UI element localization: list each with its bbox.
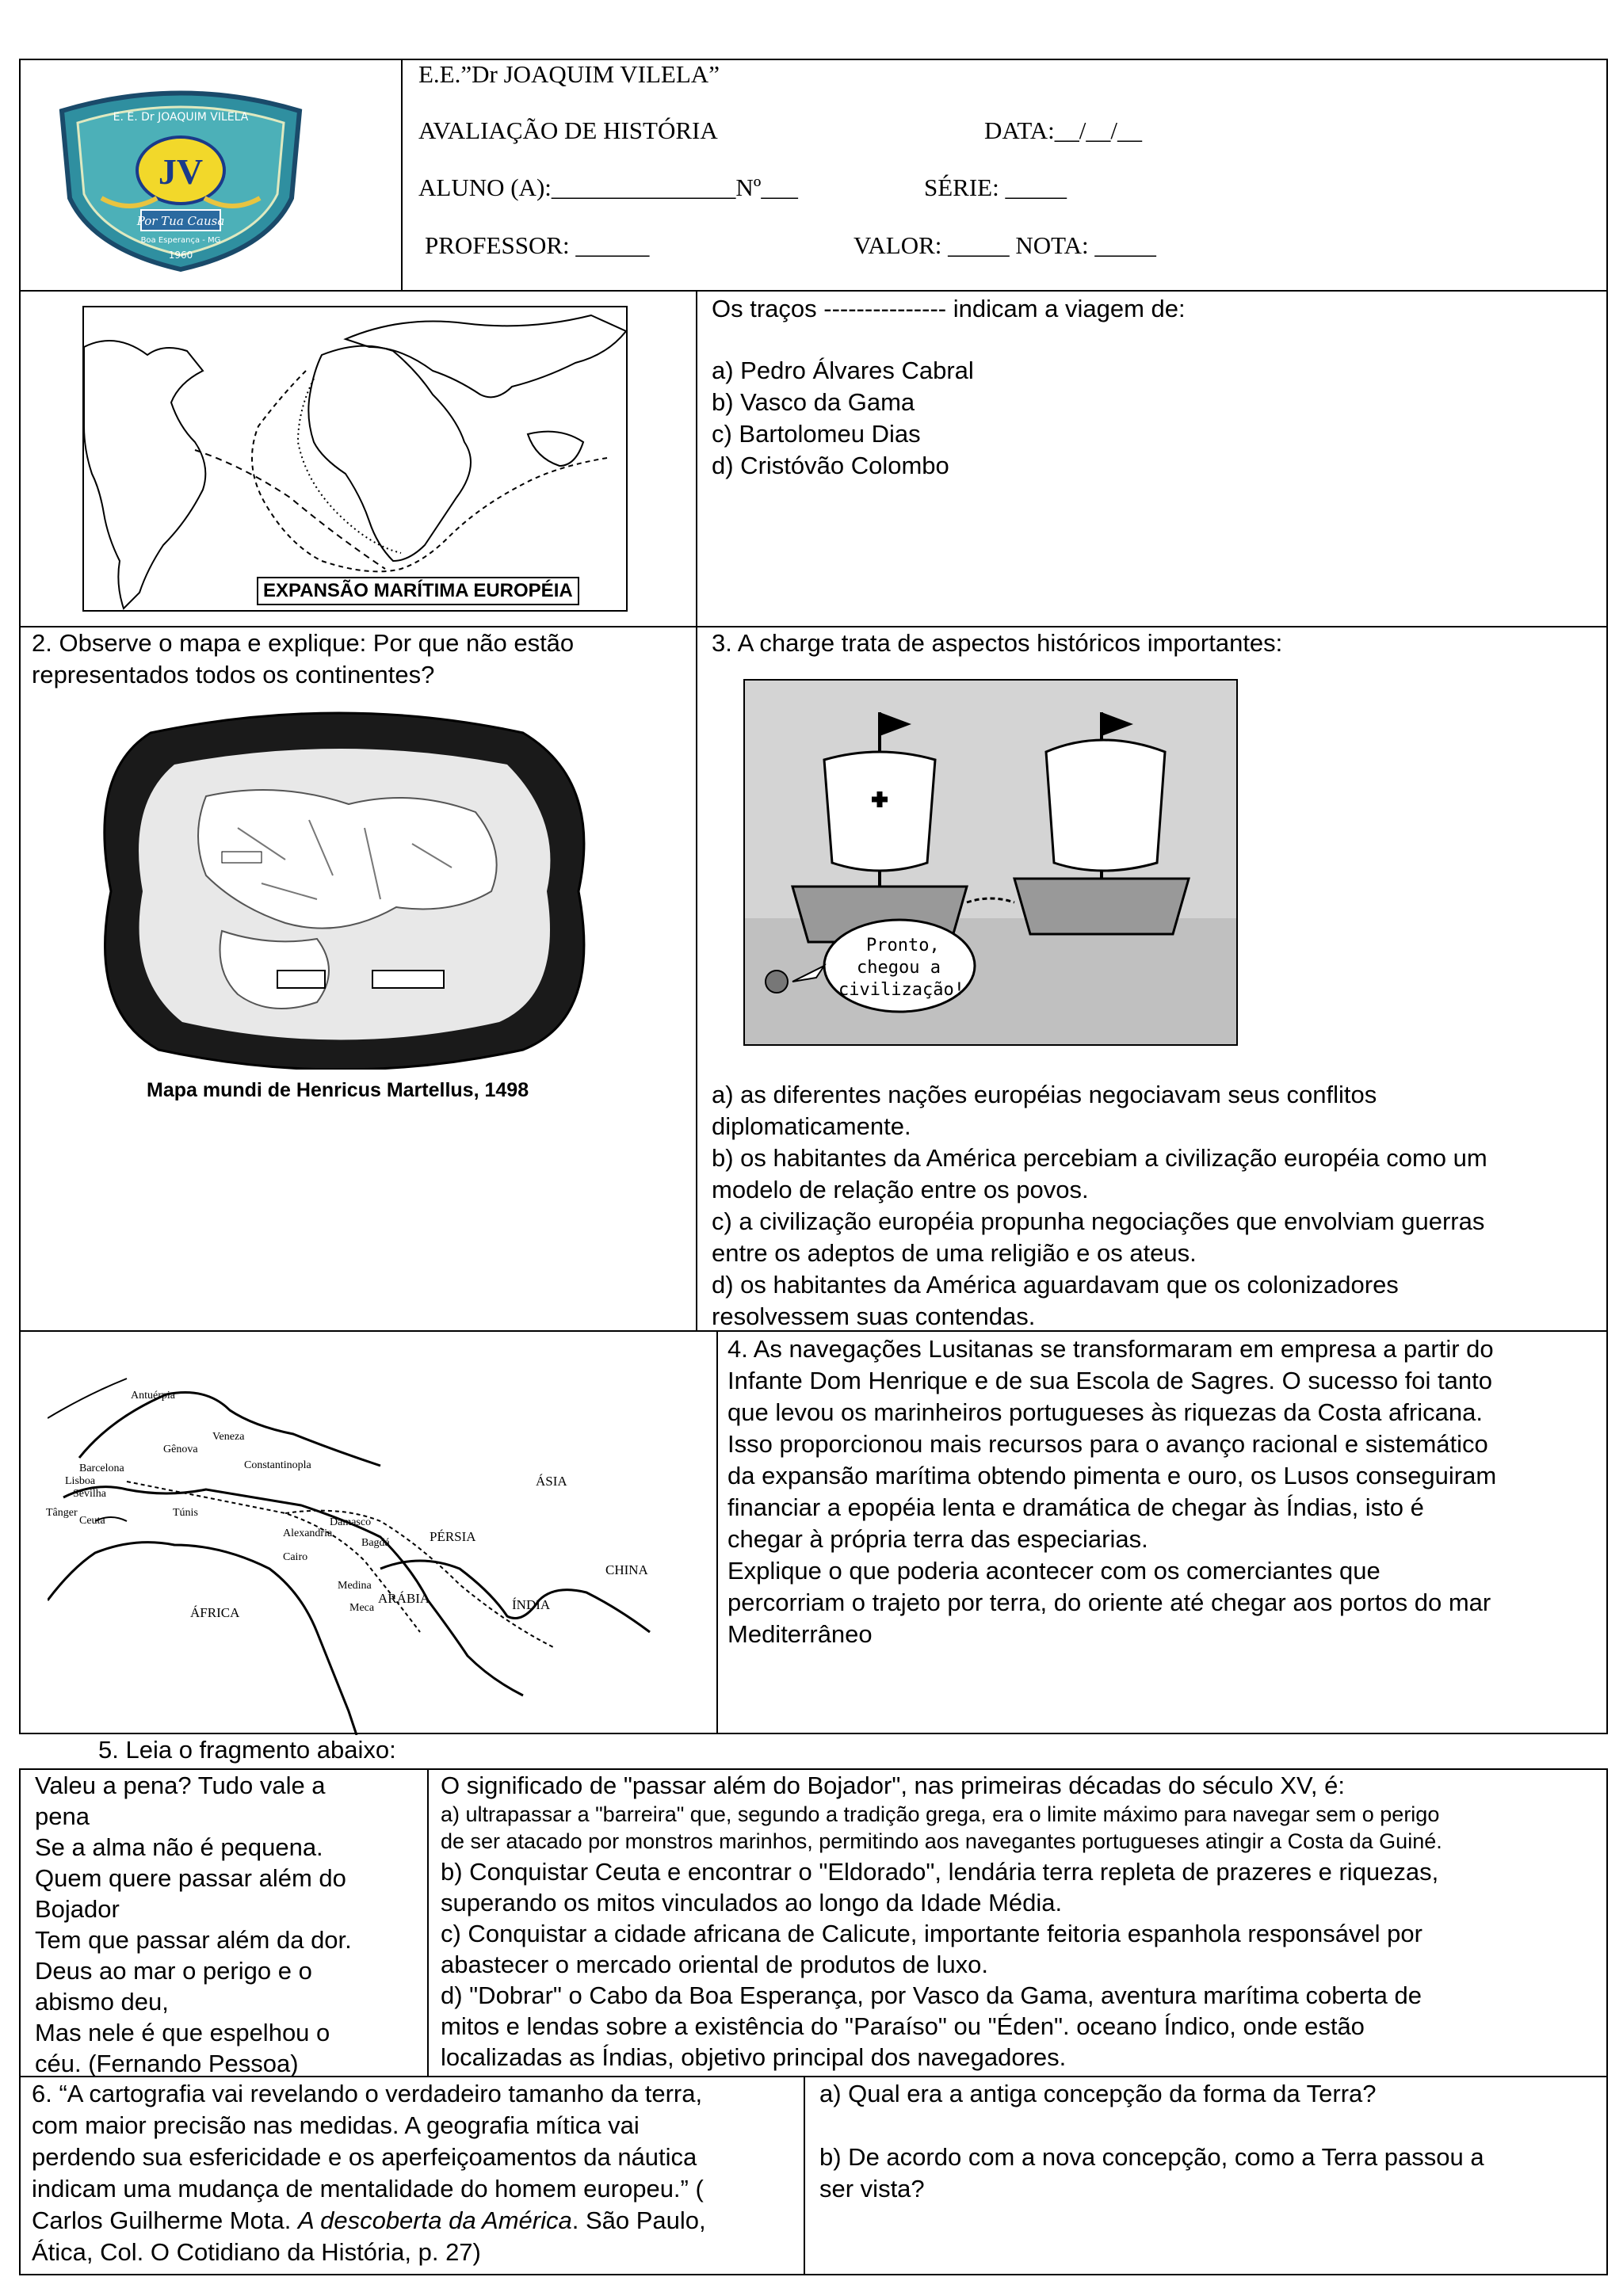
poem-line9: Mas nele é que espelhou o xyxy=(35,2019,330,2046)
grid-q4-divider xyxy=(716,1330,718,1734)
q3-option-d-line2[interactable]: resolvessem suas contendas. xyxy=(712,1302,1036,1330)
q4-line6: financiar a epopéia lenta e dramática de chegar às Índias, isto é xyxy=(727,1493,1424,1521)
map-label-bagda: Bagdá xyxy=(361,1537,390,1549)
map-label-barcelona: Barcelona xyxy=(79,1463,124,1474)
q4-line10: Mediterrâneo xyxy=(727,1620,873,1648)
q3-option-a-line2[interactable]: diplomaticamente. xyxy=(712,1112,911,1140)
martellus-map xyxy=(79,709,602,1070)
q1-option-d[interactable]: d) Cristóvão Colombo xyxy=(712,452,949,479)
q6-citation-author: Carlos Guilherme Mota. xyxy=(32,2206,298,2234)
poem-line1: Valeu a pena? Tudo vale a xyxy=(35,1772,326,1799)
q5-option-b-line2[interactable]: superando os mitos vinculados ao longo da Idade Média. xyxy=(441,1889,1063,1917)
q1-option-c[interactable]: c) Bartolomeu Dias xyxy=(712,420,921,448)
grid-q6-divider xyxy=(804,2076,805,2275)
map-label-china: CHINA xyxy=(605,1562,648,1577)
logo-school-name: E. E. Dr JOAQUIM VILELA xyxy=(113,111,249,124)
q1-option-a[interactable]: a) Pedro Álvares Cabral xyxy=(712,357,974,384)
q5-question: O significado de "passar além do Bojador", nas primeiras décadas do século XV, é: xyxy=(441,1772,1345,1799)
exam-title: AVALIAÇÃO DE HISTÓRIA xyxy=(418,116,718,144)
q1-prompt: Os traços --------------- indicam a viagem de: xyxy=(712,295,1186,322)
map-label-ceuta: Ceuta xyxy=(79,1515,105,1527)
cartoon-bubble-line3: civilização! xyxy=(838,980,964,1000)
q3-option-a-line1[interactable]: a) as diferentes nações européias negociavam seus conflitos xyxy=(712,1081,1377,1108)
q6-question-b-line2: ser vista? xyxy=(819,2175,925,2203)
poem-line10: céu. (Fernando Pessoa) xyxy=(35,2050,299,2077)
logo-city: Boa Esperança - MG xyxy=(140,236,221,245)
grid-col-divider xyxy=(696,290,697,1332)
q5-option-a-line2[interactable]: de ser atacado por monstros marinhos, permitindo aos navegantes portugueses atingir a Costa da Guiné. xyxy=(441,1829,1442,1853)
q6-question-b-line1: b) De acordo com a nova concepção, como a Terra passou a xyxy=(819,2143,1484,2171)
q2-prompt-line1: 2. Observe o mapa e explique: Por que não estão xyxy=(32,629,575,657)
map-label-alexandria: Alexandria xyxy=(283,1527,333,1539)
poem-line4: Quem quere passar além do xyxy=(35,1864,346,1892)
q4-line1: 4. As navegações Lusitanas se transformaram em empresa a partir do xyxy=(727,1335,1494,1363)
q4-line2: Infante Dom Henrique e de sua Escola de Sagres. O sucesso foi tanto xyxy=(727,1367,1492,1394)
map-label-persia: PÉRSIA xyxy=(430,1529,476,1544)
q4-line4: Isso proporcionou mais recursos para o avanço racional e sistemático xyxy=(727,1430,1488,1458)
value-grade-field[interactable]: VALOR: _____ NOTA: _____ xyxy=(854,231,1156,259)
q6-line4: indicam uma mudança de mentalidade do homem europeu.” ( xyxy=(32,2175,704,2203)
q4-line7: chegar à própria terra das especiarias. xyxy=(727,1525,1148,1553)
martellus-map-caption: Mapa mundi de Henricus Martellus, 1498 xyxy=(147,1079,529,1101)
q6-line6: Ática, Col. O Cotidiano da História, p. 27) xyxy=(32,2238,481,2266)
q6-line1: 6. “A cartografia vai revelando o verdadeiro tamanho da terra, xyxy=(32,2080,703,2107)
student-field[interactable]: ALUNO (A):_______________Nº___ xyxy=(418,174,798,201)
q5-option-a-line1[interactable]: a) ultrapassar a "barreira" que, segundo a tradição grega, era o limite máximo para navegar sem o perigo xyxy=(441,1802,1440,1826)
q6-book-title: A descoberta da América xyxy=(297,2206,572,2234)
caravel-cartoon xyxy=(743,679,1238,1046)
q5-title: 5. Leia o fragmento abaixo: xyxy=(98,1736,396,1764)
cartoon-bubble-line2: chegou a xyxy=(857,958,941,978)
expansion-map-caption: EXPANSÃO MARÍTIMA EUROPÉIA xyxy=(257,577,579,605)
map-label-lisboa: Lisboa xyxy=(65,1475,96,1487)
school-logo xyxy=(54,79,307,273)
map-label-meca: Meca xyxy=(349,1602,375,1614)
q3-option-b-line2[interactable]: modelo de relação entre os povos. xyxy=(712,1176,1089,1203)
q2-prompt-line2: representados todos os continentes? xyxy=(32,661,435,688)
q6-citation xyxy=(32,2205,706,2237)
q3-option-c-line1[interactable]: c) a civilização européia propunha negociações que envolviam guerras xyxy=(712,1207,1485,1235)
q3-option-b-line1[interactable]: b) os habitantes da América percebiam a civilização européia como um xyxy=(712,1144,1487,1172)
logo-year: 1960 xyxy=(168,250,193,261)
q4-line9: percorriam o trajeto por terra, do oriente até chegar aos portos do mar xyxy=(727,1589,1491,1616)
logo-motto: Por Tua Causa xyxy=(136,214,225,228)
map-label-veneza: Veneza xyxy=(212,1431,245,1443)
q6-line3: perdendo sua esfericidade e os aperfeiçoamentos da náutica xyxy=(32,2143,697,2171)
q4-line3: que levou os marinheiros portugueses às riquezas da Costa africana. xyxy=(727,1398,1483,1426)
map-label-antuerpia: Antuérpia xyxy=(131,1390,175,1402)
map-label-cairo: Cairo xyxy=(283,1551,308,1563)
q5-option-b-line1[interactable]: b) Conquistar Ceuta e encontrar o "Eldorado", lendária terra repleta de prazeres e riquezas, xyxy=(441,1858,1439,1886)
q3-option-d-line1[interactable]: d) os habitantes da América aguardavam que os colonizadores xyxy=(712,1271,1399,1299)
map-label-india: ÍNDIA xyxy=(512,1597,551,1612)
cartoon-bubble-line1: Pronto, xyxy=(866,936,940,955)
q5-option-d-line3[interactable]: localizadas as Índias, objetivo principal dos navegadores. xyxy=(441,2043,1067,2071)
map-label-constantinopla: Constantinopla xyxy=(244,1459,311,1471)
map-label-tunis: Túnis xyxy=(173,1507,198,1519)
poem-line7: Deus ao mar o perigo e o xyxy=(35,1957,312,1985)
poem-line2: pena xyxy=(35,1802,90,1830)
grid-q5-divider xyxy=(427,1768,429,2077)
q1-option-b[interactable]: b) Vasco da Gama xyxy=(712,388,915,416)
map-label-africa: ÁFRICA xyxy=(190,1605,240,1620)
date-field[interactable]: DATA:__/__/__ xyxy=(984,116,1143,144)
map-label-genova: Gênova xyxy=(163,1444,198,1455)
map-label-sevilha: Sevilha xyxy=(73,1488,106,1500)
q6-line2: com maior precisão nas medidas. A geografia mítica vai xyxy=(32,2111,640,2139)
teacher-field[interactable]: PROFESSOR: ______ xyxy=(425,231,650,259)
q3-prompt: 3. A charge trata de aspectos históricos importantes: xyxy=(712,629,1283,657)
poem-line8: abismo deu, xyxy=(35,1988,169,2016)
school-name: E.E.”Dr JOAQUIM VILELA” xyxy=(418,60,720,88)
q5-option-c-line1[interactable]: c) Conquistar a cidade africana de Calicute, importante feitoria espanhola responsável por xyxy=(441,1920,1423,1947)
poem-line5: Bojador xyxy=(35,1895,120,1923)
q4-line8: Explique o que poderia acontecer com os comerciantes que xyxy=(727,1557,1381,1585)
map-label-arabia: ARÁBIA xyxy=(378,1591,430,1606)
q5-option-d-line2[interactable]: mitos e lendas sobre a existência do "Paraíso" ou "Éden". oceano Índico, onde estão xyxy=(441,2012,1365,2040)
expansion-map xyxy=(82,306,628,612)
header-divider xyxy=(401,59,403,292)
q4-line5: da expansão marítima obtendo pimenta e ouro, os Lusos conseguiram xyxy=(727,1462,1497,1489)
q5-option-c-line2[interactable]: abastecer o mercado oriental de produtos de luxo. xyxy=(441,1951,989,1978)
poem-line3: Se a alma não é pequena. xyxy=(35,1833,323,1861)
map-label-medina: Medina xyxy=(338,1580,372,1592)
q6-citation-place: . São Paulo, xyxy=(571,2206,706,2234)
q6-question-a: a) Qual era a antiga concepção da forma da Terra? xyxy=(819,2080,1377,2107)
map-label-damasco: Damasco xyxy=(330,1516,372,1528)
logo-initials: JV xyxy=(158,151,204,192)
poem-line6: Tem que passar além da dor. xyxy=(35,1926,352,1954)
q3-option-c-line2[interactable]: entre os adeptos de uma religião e os ateus. xyxy=(712,1239,1197,1267)
map-label-asia: ÁSIA xyxy=(536,1474,567,1489)
map-label-tanger: Tânger xyxy=(46,1507,78,1519)
grade-field[interactable]: SÉRIE: _____ xyxy=(924,174,1067,201)
q5-option-d-line1[interactable]: d) "Dobrar" o Cabo da Boa Esperança, por Vasco da Gama, aventura marítima coberta de xyxy=(441,1981,1422,2009)
